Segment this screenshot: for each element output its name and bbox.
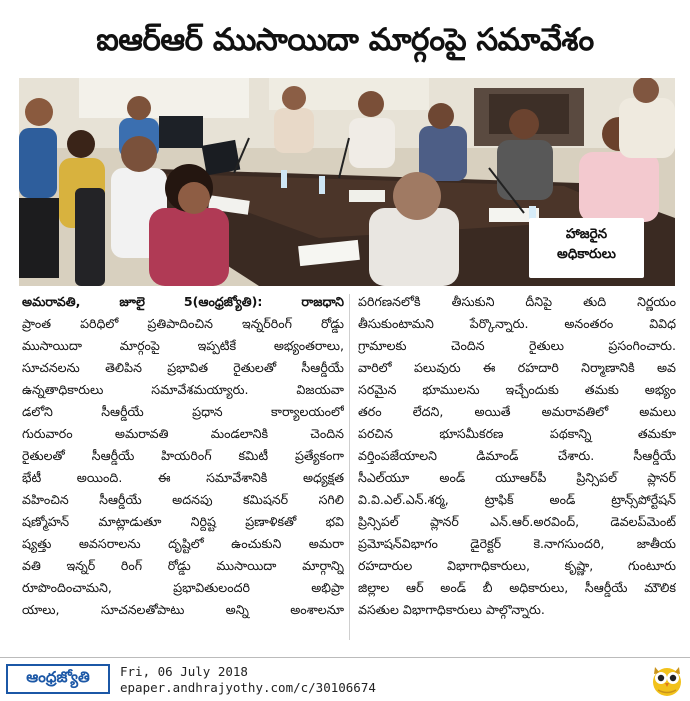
- article-line: వి.వి.ఎల్.ఎన్.శర్మ, ట్రాఫిక్ అండ్ ట్రాన్స్‌పోర్టేషన్: [358, 492, 676, 507]
- article-line: ప్రాంత పరిధిలో ప్రతిపాదించిన ఇన్నర్‌రింగ్ రోడ్డు: [22, 316, 344, 331]
- article-line: గురువారం అమరావతి మండలానికి చెందిన: [22, 426, 344, 441]
- article-line: జిల్లాల ఆర్ అండ్ బీ అధికారులు, సీఆర్డీయే మౌలిక: [358, 580, 676, 595]
- article-line: గ్రామాలకు చెందిన రైతులు ప్రసంగించారు.: [358, 338, 676, 353]
- article-column-left: [22, 291, 344, 643]
- article-line: సరమైన భూములను ఇచ్చేందుకు తమకు అభ్యం: [358, 382, 676, 397]
- article-line: తరం లేదని, అయితే అమరావతిలో అమలు: [358, 404, 676, 419]
- article-line: వతి ఇన్నర్ రింగ్ రోడ్డు ముసాయిదా మార్గాన్ని: [22, 558, 344, 573]
- article-line: అమరావతి, జూలై 5(ఆంధ్రజ్యోతి): రాజధాని: [22, 294, 344, 309]
- caption-line-2: అధికారులు: [557, 246, 616, 262]
- article-line: సూచనలను తెలిపిన ప్రభావిత రైతులతో సీఆర్డీయే: [22, 360, 344, 375]
- article-line: ష్యత్తు అవసరాలను దృష్టిలో ఉంచుకుని అమరా: [22, 536, 344, 551]
- article-line: పరచిన భూసమీకరణ పథకాన్ని తమకూ: [358, 426, 676, 441]
- article-line: షణ్మోహన్ మాట్లాడుతూ నిర్దిష్ట ప్రణాళికతో భవి: [22, 514, 344, 529]
- headline: ఐఆర్ఆర్ ముసాయిదా మార్గంపై సమావేశం: [96, 22, 594, 58]
- article-line: యాలు, సూచనలతోపాటు అన్ని అంశాలనూ: [22, 602, 344, 617]
- article-line: ప్రిన్సిపల్ ప్లానర్ ఎన్.ఆర్.అరవింద్, డెవలప్‌మెంట్: [358, 514, 676, 529]
- epaper-url[interactable]: epaper.andhrajyothy.com/c/30106674: [120, 680, 376, 695]
- column-divider: [349, 294, 350, 640]
- article-line: వహించిన సీఆర్డీయే అదనపు కమిషనర్ సగిలి: [22, 492, 344, 507]
- owl-mascot-icon: [650, 661, 684, 697]
- footer-meta: [120, 664, 440, 696]
- photo-caption: [529, 218, 644, 278]
- article-line: భేటీ అయింది. ఈ సమావేశానికి అధ్యక్షత: [22, 470, 344, 485]
- article-line: డలోని సీఆర్డీయే ప్రధాన కార్యాలయంలో: [22, 404, 344, 419]
- publish-date: Fri, 06 July 2018: [120, 664, 248, 679]
- article-line: రహదారుల విభాగాధికారులు, కృష్ణా, గుంటూరు: [358, 558, 676, 573]
- article-line: వర్తింపజేయాలని డిమాండ్ చేశారు. సీఆర్డీయే: [358, 448, 676, 463]
- logo-text: ఆంధ్రజ్యోతి: [26, 668, 90, 686]
- article-line: రైతులతో సీఆర్డీయే హియరింగ్ కమిటీ ప్రత్యేకంగా: [22, 448, 344, 463]
- article-line: రూపొందించామని, ప్రభావితులందరి అభిప్రా: [22, 580, 344, 595]
- footer-divider: [0, 657, 690, 658]
- article-column-right: [358, 291, 676, 643]
- andhrajyothy-logo[interactable]: [6, 664, 110, 694]
- caption-line-1: హాజరైన: [565, 226, 608, 242]
- article-line: ప్రమోషన్‌విభాగం డైరెక్టర్ కె.నాగసుందరి, జాతీయ: [358, 536, 676, 551]
- article-line: పరిగణనలోకి తీసుకుని దీనిపై తుది నిర్ణయం: [358, 294, 676, 309]
- article-line: తీసుకుంటామని పేర్కొన్నారు. అనంతరం వివిధ: [358, 316, 676, 331]
- article-line: సీఎల్‌యూ అండ్ యూఆర్‌పీ ప్రిన్సిపల్ ప్లానర్: [358, 470, 676, 485]
- article-line: వసతుల విభాగాధికారులు పాల్గొన్నారు.: [358, 602, 545, 617]
- article-line: వారిలో పలువురు ఈ రహదారి నిర్మాణానికి అవ: [358, 360, 676, 375]
- article-line: ముసాయిదా మార్గంపై ఇప్పటికే అభ్యంతరాలు,: [22, 338, 344, 353]
- article-line: ఉన్నతాధికారులు సమావేశమయ్యారు. విజయవా: [22, 382, 344, 397]
